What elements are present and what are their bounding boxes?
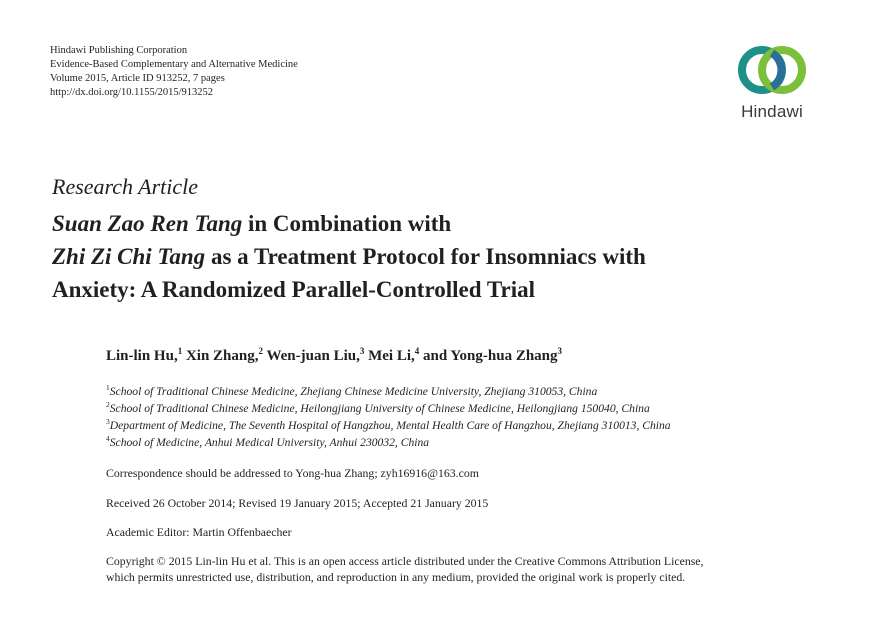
volume-line: Volume 2015, Article ID 913252, 7 pages bbox=[50, 73, 225, 84]
author-name: Xin Zhang, bbox=[182, 348, 259, 364]
title-text-1: in Combination with bbox=[242, 211, 452, 236]
author-affil-ref: 4 bbox=[414, 346, 420, 356]
hindawi-rings-icon bbox=[735, 40, 809, 100]
herbal-formula-name-1: Suan Zao Ren Tang bbox=[52, 211, 243, 236]
author-list bbox=[106, 348, 562, 365]
journal-info bbox=[50, 44, 298, 100]
author-name: Wen-juan Liu, bbox=[263, 348, 360, 364]
copyright-notice bbox=[106, 553, 806, 585]
affiliation-item bbox=[106, 383, 671, 400]
affiliation-item bbox=[106, 434, 671, 451]
affiliation-number: 4 bbox=[106, 434, 110, 444]
article-title bbox=[52, 207, 646, 306]
journal-name: Evidence-Based Complementary and Alternative Medicine bbox=[50, 59, 298, 70]
doi-link[interactable]: http://dx.doi.org/10.1155/2015/913252 bbox=[50, 87, 214, 98]
affiliation-item bbox=[106, 400, 671, 417]
affiliations bbox=[106, 383, 671, 451]
author-affil-ref: 3 bbox=[557, 346, 563, 356]
author-affil-ref: 2 bbox=[258, 346, 263, 356]
author-affil-ref: 1 bbox=[177, 346, 183, 356]
author-name: Mei Li, bbox=[364, 348, 415, 364]
affiliation-text: School of Traditional Chinese Medicine, Heilongjiang University of Chinese Medicine, Heilongjiang 150040, China bbox=[109, 402, 650, 415]
herbal-formula-name-2: Zhi Zi Chi Tang bbox=[52, 244, 206, 269]
article-type: Research Article bbox=[52, 174, 199, 199]
received-dates: Received 26 October 2014; Revised 19 January 2015; Accepted 21 January 2015 bbox=[106, 496, 489, 510]
hindawi-logo bbox=[727, 40, 817, 122]
author-name: and Yong-hua Zhang bbox=[419, 348, 558, 364]
title-line-1 bbox=[52, 207, 646, 240]
affiliation-text: School of Medicine, Anhui Medical University, Anhui 230032, China bbox=[109, 436, 430, 449]
affiliation-item bbox=[106, 417, 671, 434]
affiliation-text: Department of Medicine, The Seventh Hospital of Hangzhou, Mental Health Care of Hangzhou, Zhejiang 310013, China bbox=[109, 419, 671, 432]
author-affil-ref: 3 bbox=[359, 346, 365, 356]
affiliation-text: School of Traditional Chinese Medicine, Zhejiang Chinese Medicine University, Zhejiang 310053, China bbox=[109, 385, 598, 398]
title-line-2 bbox=[52, 240, 646, 273]
title-line-3: Anxiety: A Randomized Parallel-Controlled Trial bbox=[52, 277, 535, 302]
title-text-2: as a Treatment Protocol for Insomniacs with bbox=[205, 244, 646, 269]
affiliation-number: 1 bbox=[106, 383, 110, 393]
copyright-line-2: which permits unrestricted use, distribution, and reproduction in any medium, provided the original work is properly cited. bbox=[106, 570, 686, 584]
publisher: Hindawi Publishing Corporation bbox=[50, 45, 188, 56]
affiliation-number: 2 bbox=[106, 400, 110, 410]
correspondence: Correspondence should be addressed to Yong-hua Zhang; zyh16916@163.com bbox=[106, 466, 479, 480]
logo-wordmark: Hindawi bbox=[741, 102, 803, 121]
author-name: Lin-lin Hu, bbox=[106, 348, 178, 364]
academic-editor: Academic Editor: Martin Offenbaecher bbox=[106, 525, 292, 539]
affiliation-number: 3 bbox=[106, 417, 110, 427]
copyright-line-1: Copyright © 2015 Lin-lin Hu et al. This is an open access article distributed under the Creative Commons Attribution License, bbox=[106, 554, 704, 568]
